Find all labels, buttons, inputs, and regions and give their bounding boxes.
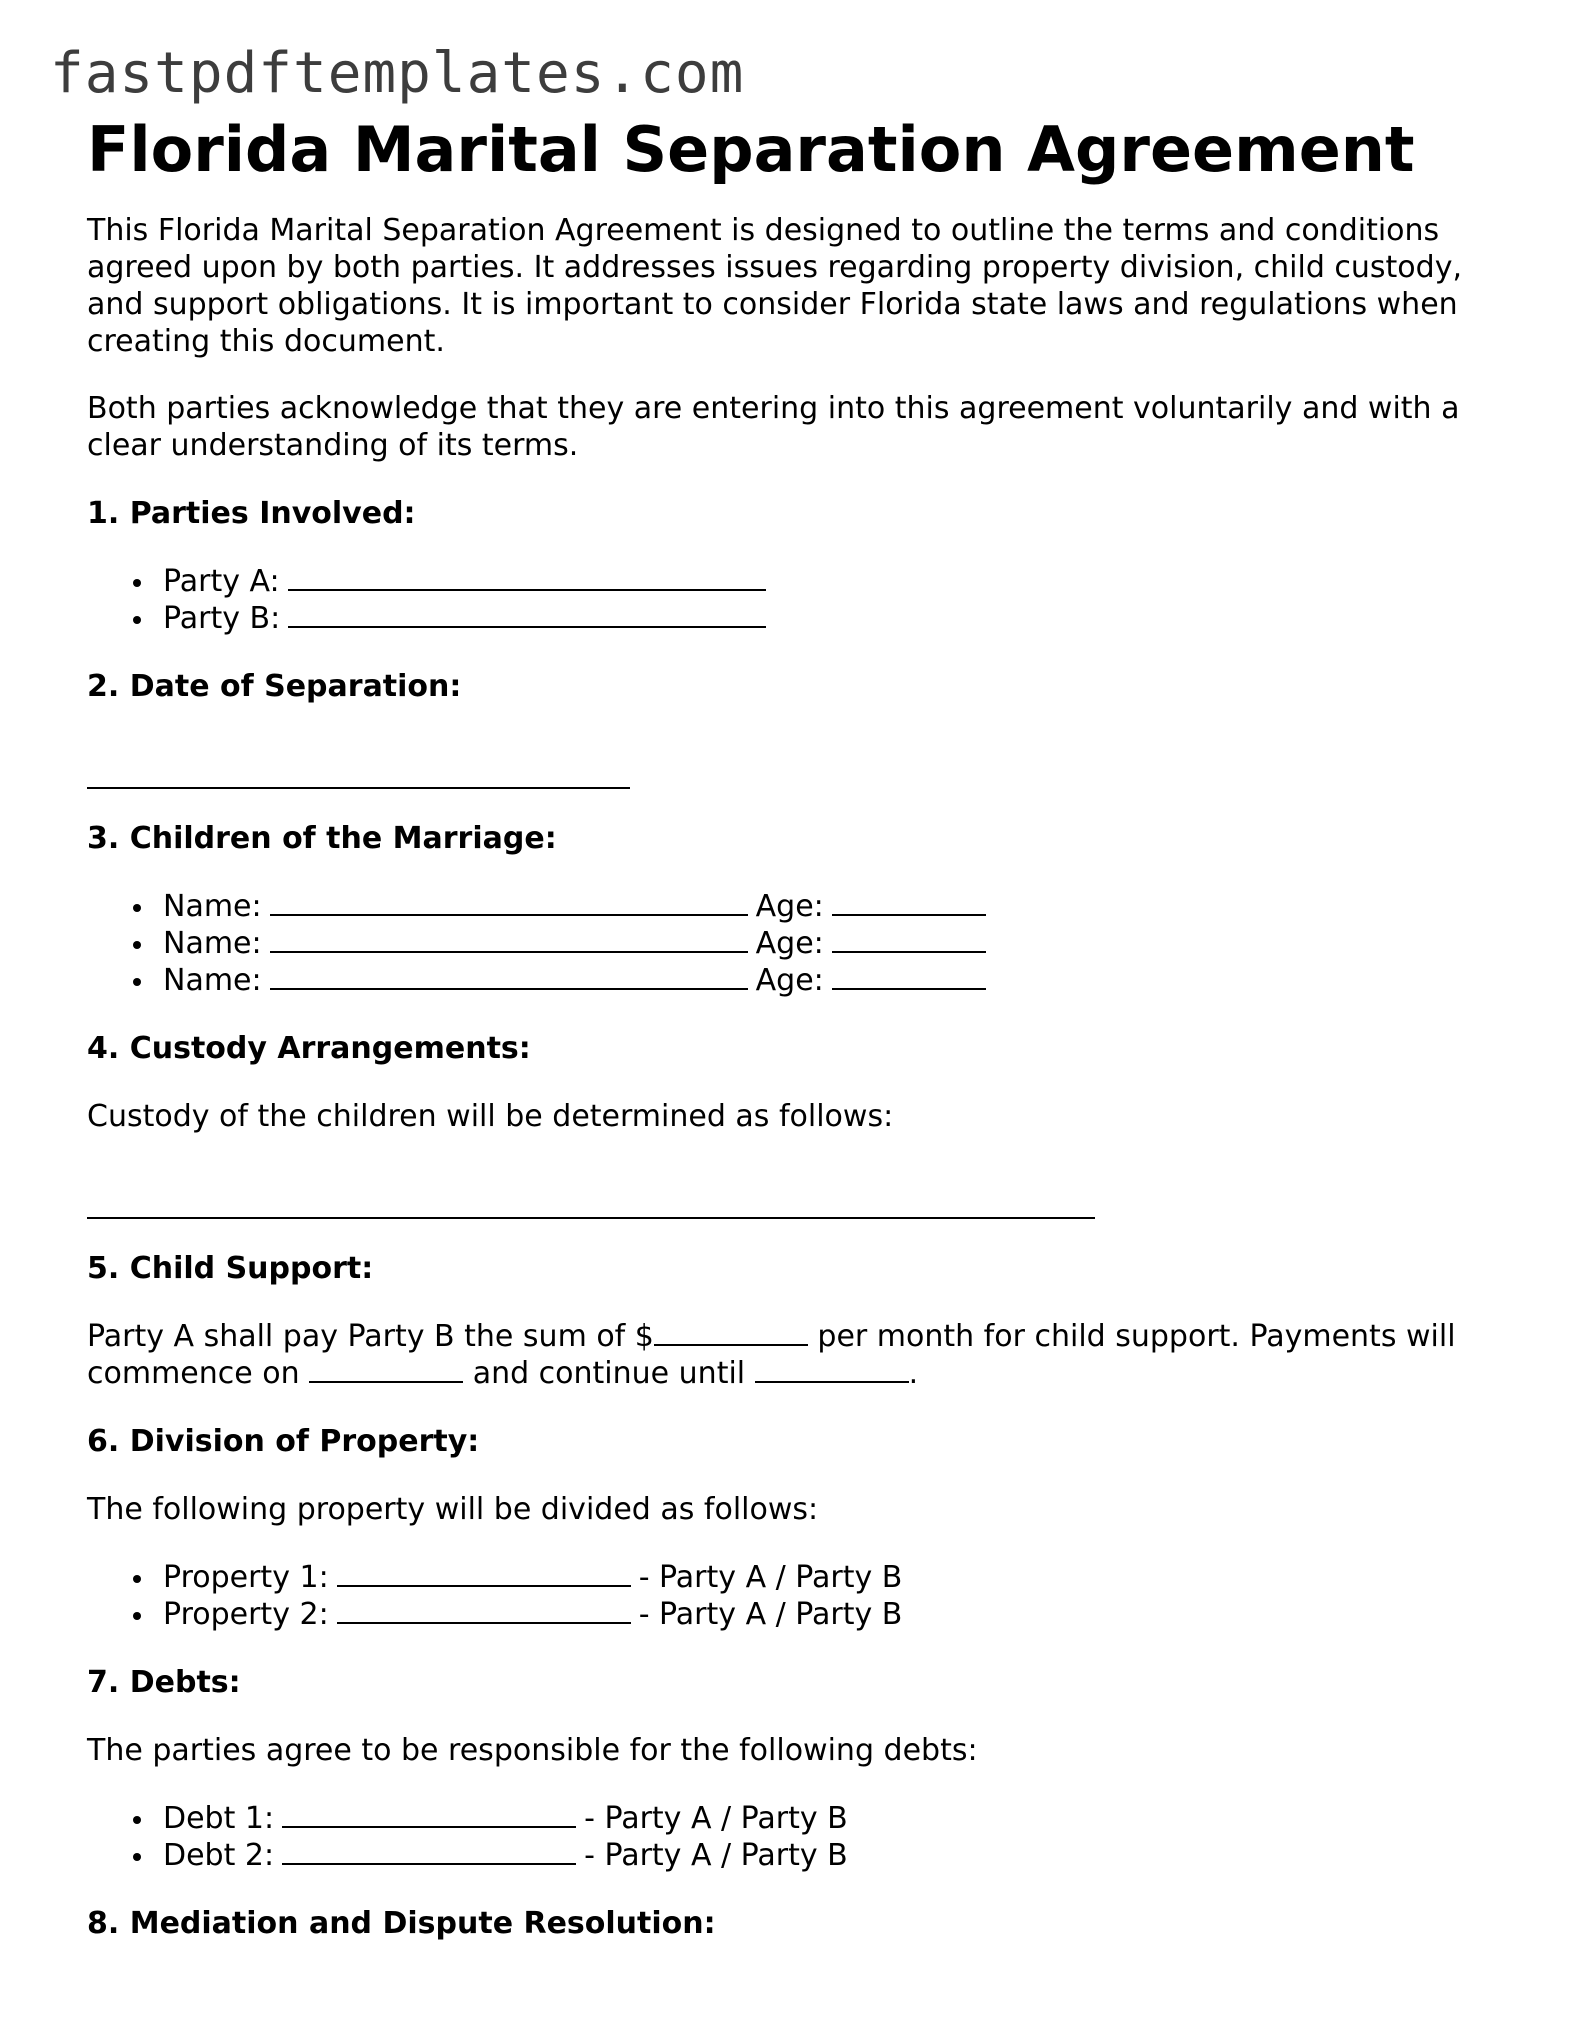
child-name-label: Name: bbox=[163, 926, 262, 961]
document-page bbox=[87, 112, 1507, 1942]
list-item bbox=[163, 563, 1507, 600]
intro-paragraph-1: This Florida Marital Separation Agreement is designed to outline the terms and conditions agreed upon by both parties. It addresses issues regarding property division, child custody, and support obligations. It is important to consider Florida state laws and regulations when creating this document. bbox=[87, 213, 1462, 359]
debt-2-label: Debt 2: bbox=[163, 1838, 275, 1873]
party-b-field[interactable] bbox=[288, 600, 766, 628]
child-age-field[interactable] bbox=[832, 962, 986, 990]
list-item bbox=[163, 1596, 1507, 1633]
list-item bbox=[163, 888, 1507, 925]
property-1-assignment: - Party A / Party B bbox=[638, 1560, 903, 1595]
list-item bbox=[163, 600, 1507, 637]
document-title: Florida Marital Separation Agreement bbox=[87, 113, 1415, 186]
section-heading-custody: 4. Custody Arrangements: bbox=[87, 1031, 531, 1066]
debt-2-assignment: - Party A / Party B bbox=[584, 1838, 848, 1873]
section-heading-children: 3. Children of the Marriage: bbox=[87, 821, 557, 856]
party-b-label: Party B: bbox=[163, 601, 281, 636]
separation-date-field[interactable] bbox=[87, 759, 630, 789]
property-2-assignment: - Party A / Party B bbox=[638, 1597, 903, 1632]
custody-field[interactable] bbox=[87, 1189, 1095, 1219]
debts-text: The parties agree to be responsible for the following debts: bbox=[87, 1733, 978, 1768]
child-name-label: Name: bbox=[163, 889, 262, 924]
children-list bbox=[87, 888, 1507, 999]
debt-1-assignment: - Party A / Party B bbox=[584, 1801, 848, 1836]
list-item bbox=[163, 925, 1507, 962]
debt-1-field[interactable] bbox=[282, 1800, 576, 1828]
section-heading-parties: 1. Parties Involved: bbox=[87, 496, 416, 531]
child-name-field[interactable] bbox=[270, 962, 748, 990]
debt-2-field[interactable] bbox=[282, 1837, 576, 1865]
property-text: The following property will be divided as follows: bbox=[87, 1492, 819, 1527]
custody-text: Custody of the children will be determined as follows: bbox=[87, 1099, 894, 1134]
support-text-1: Party A shall pay Party B the sum of $ bbox=[87, 1319, 654, 1354]
child-age-field[interactable] bbox=[832, 925, 986, 953]
section-heading-property: 6. Division of Property: bbox=[87, 1424, 480, 1459]
child-age-label: Age: bbox=[755, 926, 824, 961]
intro-paragraph-2: Both parties acknowledge that they are entering into this agreement voluntarily and with a clear understanding of its terms. bbox=[87, 391, 1460, 463]
watermark: fastpdftemplates.com bbox=[50, 41, 745, 106]
section-heading-debts: 7. Debts: bbox=[87, 1665, 241, 1700]
child-age-label: Age: bbox=[755, 889, 824, 924]
section-heading-date: 2. Date of Separation: bbox=[87, 669, 462, 704]
property-list bbox=[87, 1559, 1507, 1633]
party-a-field[interactable] bbox=[288, 563, 766, 591]
property-2-label: Property 2: bbox=[163, 1597, 329, 1632]
support-start-field[interactable] bbox=[309, 1355, 463, 1383]
support-end-field[interactable] bbox=[755, 1355, 909, 1383]
child-name-field[interactable] bbox=[270, 888, 748, 916]
child-name-field[interactable] bbox=[270, 925, 748, 953]
list-item bbox=[163, 1559, 1507, 1596]
support-amount-field[interactable] bbox=[654, 1318, 808, 1346]
property-1-field[interactable] bbox=[337, 1559, 631, 1587]
property-2-field[interactable] bbox=[337, 1596, 631, 1624]
parties-list bbox=[87, 563, 1507, 637]
support-text bbox=[87, 1318, 1507, 1392]
child-age-label: Age: bbox=[755, 963, 824, 998]
child-age-field[interactable] bbox=[832, 888, 986, 916]
debts-list bbox=[87, 1800, 1507, 1874]
section-heading-support: 5. Child Support: bbox=[87, 1251, 374, 1286]
support-text-3: and continue until bbox=[463, 1356, 755, 1391]
debt-1-label: Debt 1: bbox=[163, 1801, 275, 1836]
list-item bbox=[163, 1800, 1507, 1837]
property-1-label: Property 1: bbox=[163, 1560, 329, 1595]
section-heading-mediation: 8. Mediation and Dispute Resolution: bbox=[87, 1906, 716, 1941]
list-item bbox=[163, 1837, 1507, 1874]
support-text-2: per month for child support. Payments will commence on bbox=[87, 1319, 1456, 1391]
child-name-label: Name: bbox=[163, 963, 262, 998]
list-item bbox=[163, 962, 1507, 999]
support-text-4: . bbox=[908, 1356, 919, 1391]
party-a-label: Party A: bbox=[163, 564, 280, 599]
